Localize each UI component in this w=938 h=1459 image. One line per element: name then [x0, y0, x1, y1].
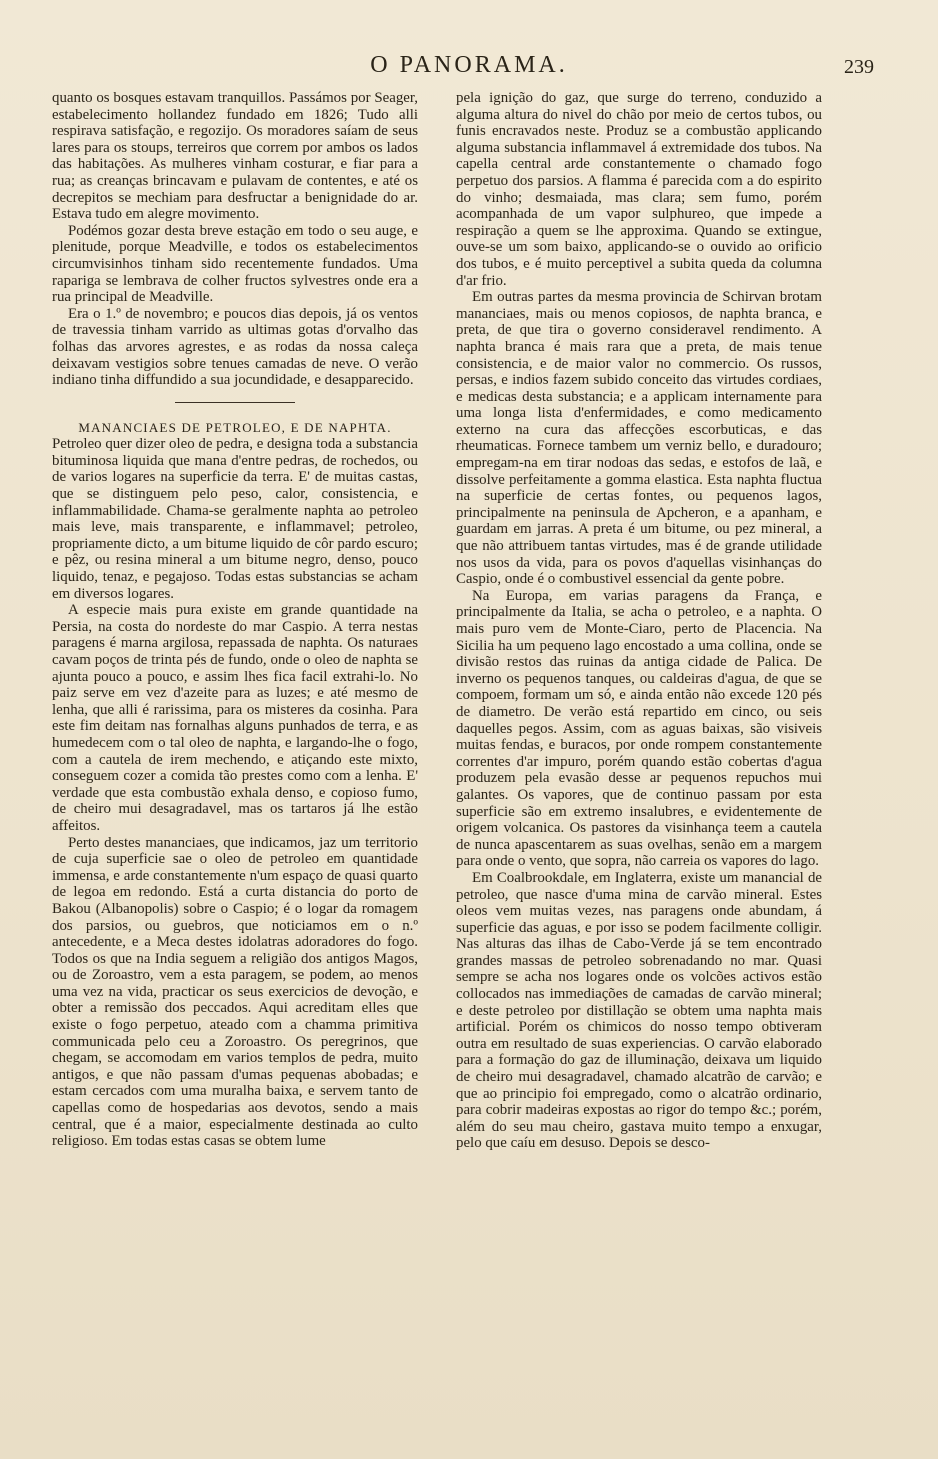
page-number: 239 — [844, 56, 874, 78]
paragraph: quanto os bosques estavam tranquillos. Passámos por Seager, estabelecimento hollandez fundado em 1826; Tudo alli respirava satisfação, e regozijo. Os moradores saíam de seus lares para os stoups, terreiros que correm por ambos os lados das habitações. As mulheres vinham costurar, e fiar para a rua; as creanças brincavam e pulavam de contentes, e até os decrepitos se mechiam para desfructar a benignidade do ar. Estava tudo em alegre movimento. — [52, 90, 418, 223]
section-divider-rule — [175, 402, 295, 403]
right-column — [456, 90, 822, 1152]
paragraph: pela ignição do gaz, que surge do terreno, conduzido a alguma altura do nivel do chão por meio de certos tubos, ou funis encravados neste. Produz se a combustão applicando alguma substancia inflammavel á extremidade dos tubos. Na capella central arde constantemente o chamado fogo perpetuo dos parsios. A flamma é parecida com a do espirito do vinho; desmaiada, mas clara; sem fumo, porém acompanhada de um vapor sulphureo, que impede a respiração a quem se lhe approxima. Quando se extingue, ouve-se um som baixo, applicando-se o ouvido ao orificio dos tubos, e é muito perceptivel a subita queda da columna d'ar frio. — [456, 90, 822, 289]
page-header-title: O PANORAMA. — [370, 52, 568, 78]
paragraph: Na Europa, em varias paragens da França, e principalmente da Italia, se acha o petroleo, e a naphta. O mais puro vem de Monte-Ciaro, perto de Placencia. Na Sicilia ha um pequeno lago encostado a uma collina, onde se divisão restos das ruinas da antiga cidade de Palica. De inverno os pequenos tanques, ou caldeiras d'agua, de que se compoem, formam um só, e ainda então não excede 120 pés de diametro. De verão está repartido em cinco, ou seis daquelles pegos. Assim, com as aguas baixas, são visiveis muitas fendas, e buracos, por onde rompem constantemente correntes d'ar impuro, porém quando estão cobertas d'agua produzem pela evasão desse ar pequenos repuchos mui galantes. Os vapores, que de continuo passam por esta superficie são em extremo insalubres, e evidentemente de origem volcanica. Os pastores da visinhança teem a cautela de nunca apascentarem as suas ovelhas, senão em a margem para onde o vento, que sopra, não carreia os vapores do lago. — [456, 587, 822, 870]
paragraph: Em outras partes da mesma provincia de Schirvan brotam mananciaes, mais ou menos copiosos, de naphta branca, e preta, de que tira o governo consideravel rendimento. A naphta branca é mais rara que a preta, de mais tenue consistencia, e de maior valor no commercio. Os russos, persas, e indios fazem subido conceito das virtudes cordiaes, e medicas desta substancia; e a applicam internamente para uma longa lista d'enfermidades, e como medicamento externo na cura das affecções escorbuticas, e das rheumaticas. Fornece tambem um verniz bello, e duradouro; empregam-na em tirar nodoas das sedas, e estofos de laã, e dissolve perfeitamente a gomma elastica. Esta naphta fluctua na superficie de certas fontes, ou pequenos lagos, principalmente na peninsula de Apcheron, e a apanham, e guardam em jarras. A preta é um bitume, ou pez mineral, a que não attribuem tantas virtudes, mas é de grande utilidade nos usos da vida, para os povos d'aquellas visinhanças do Caspio, onde é o combustivel essencial da gente pobre. — [456, 289, 822, 588]
paragraph: A especie mais pura existe em grande quantidade na Persia, na costa do nordeste do mar Caspio. A terra nestas paragens é marna argilosa, repassada de naphta. Os naturaes cavam poços de trinta pés de fundo, onde o oleo de naphta se ajunta pouco a pouco, e assim lhes fica facil extrahi-lo. No paiz serve em vez d'azeite para as luzes; e até mesmo de lenha, que alli é rarissima, para os misteres da cosinha. Para este fim deitam nas fornalhas alguns punhados de terra, e as humedecem com o tal oleo de naphta, e largando-lhe o fogo, com a cautela de irem mechendo, e atiçando este mixto, conseguem cozer a comida tão prestes como com a lenha. E' verdade que esta combustão exhala denso, e copioso fumo, de cheiro mui desagradavel, mas os tartaros já lhe estão affeitos. — [52, 602, 418, 834]
paragraph: Era o 1.º de novembro; e poucos dias depois, já os ventos de travessia tinham varrido as ultimas gotas d'orvalho das folhas das arvores agrestes, e as rodas da nossa caleça deixavam vestigios sobre tenues camadas de neve. O verão indiano tinha diffundido a sua jocundidade, e desapparecido. — [52, 305, 418, 389]
paragraph: Podémos gozar desta breve estação em todo o seu auge, e plenitude, porque Meadville, e todos os estabelecimentos circumvisinhos tinham sido recentemente fundados. Uma rapariga se lembrava de colher fructos sylvestres onde era a rua principal de Meadville. — [52, 222, 418, 306]
paragraph: Perto destes mananciaes, que indicamos, jaz um territorio de cuja superficie sae o oleo de petroleo em quantidade immensa, e arde constantemente n'um espaço de quasi quarto de legoa em redondo. Está a curta distancia do porto de Bakou (Albanopolis) sobre o Caspio; é o logar da romagem dos parsios, ou guebros, que noticiamos em o n.º antecedente, e a Meca destes idolatras adoradores do fogo. Todos os que na India seguem a religião dos antigos Magos, ou de Zoroastro, vem a esta paragem, se podem, ao menos uma vez na vida, practicar os seus exercicios de devoção, e obter a remissão dos peccados. Aqui acreditam elles que existe o fogo perpetuo, ateado com a chamma primitiva communicada pelo ceu a Zoroastro. Os peregrinos, que chegam, se accomodam em varios templos de pedra, muito antigos, e que não passam d'umas pequenas abobadas; e estam cercados com uma muralha baixa, e servem tanto de capellas como de hospedarias aos devotos, sendo a mais central, que é a maior, especialmente destinada ao culto religioso. Em todas estas casas se obtem lume — [52, 834, 418, 1150]
paragraph: Petroleo quer dizer oleo de pedra, e designa toda a substancia bituminosa liquida que mana d'entre pedras, de rochedos, ou de varios logares na superficie da terra. E' de muitas castas, que se distinguem pelo peso, calor, consistencia, e inflammabilidade. Chama-se geralmente naphta ao petroleo mais leve, mais transparente, e inflammavel; petroleo, propriamente dicto, a um bitume liquido de côr pardo escuro; e pêz, ou resina mineral a um bitume negro, denso, pouco liquido, tenaz, e pegajoso. Todas estas substancias se acham em diversos logares. — [52, 436, 418, 602]
paragraph: Em Coalbrookdale, em Inglaterra, existe um manancial de petroleo, que nasce d'uma mina de carvão mineral. Estes oleos vem muitas vezes, nas paragens onde abundam, á superficie das aguas, e por isso se podem facilmente colligir. Nas alturas das ilhas de Cabo-Verde já se tem encontrado grandes massas de petroleo sobrenadando no mar. Quasi sempre se acha nos logares onde os volcões activos estão collocados nas immediações de camadas de carvão mineral; e deste petroleo por distillação se obtem uma naphta mais artificial. Porém os chimicos do nosso tempo obtiveram outra em resultado de suas experiencias. O carvão elaborado para a formação do gaz de illuminação, deixava um liquido de cheiro mui desagradavel, chamado alcatrão de carvão; e que ao principio foi empregado, como o alcatrão ordinario, para cobrir madeiras expostas ao rigor do tempo &c.; porém, além do seu mau cheiro, gastava muito tempo a enxugar, pelo que caíu em desuso. Depois se desco- — [456, 869, 822, 1152]
section-title: MANANCIAES DE PETROLEO, E DE NAPHTA. — [78, 419, 392, 435]
left-column — [52, 90, 418, 1150]
